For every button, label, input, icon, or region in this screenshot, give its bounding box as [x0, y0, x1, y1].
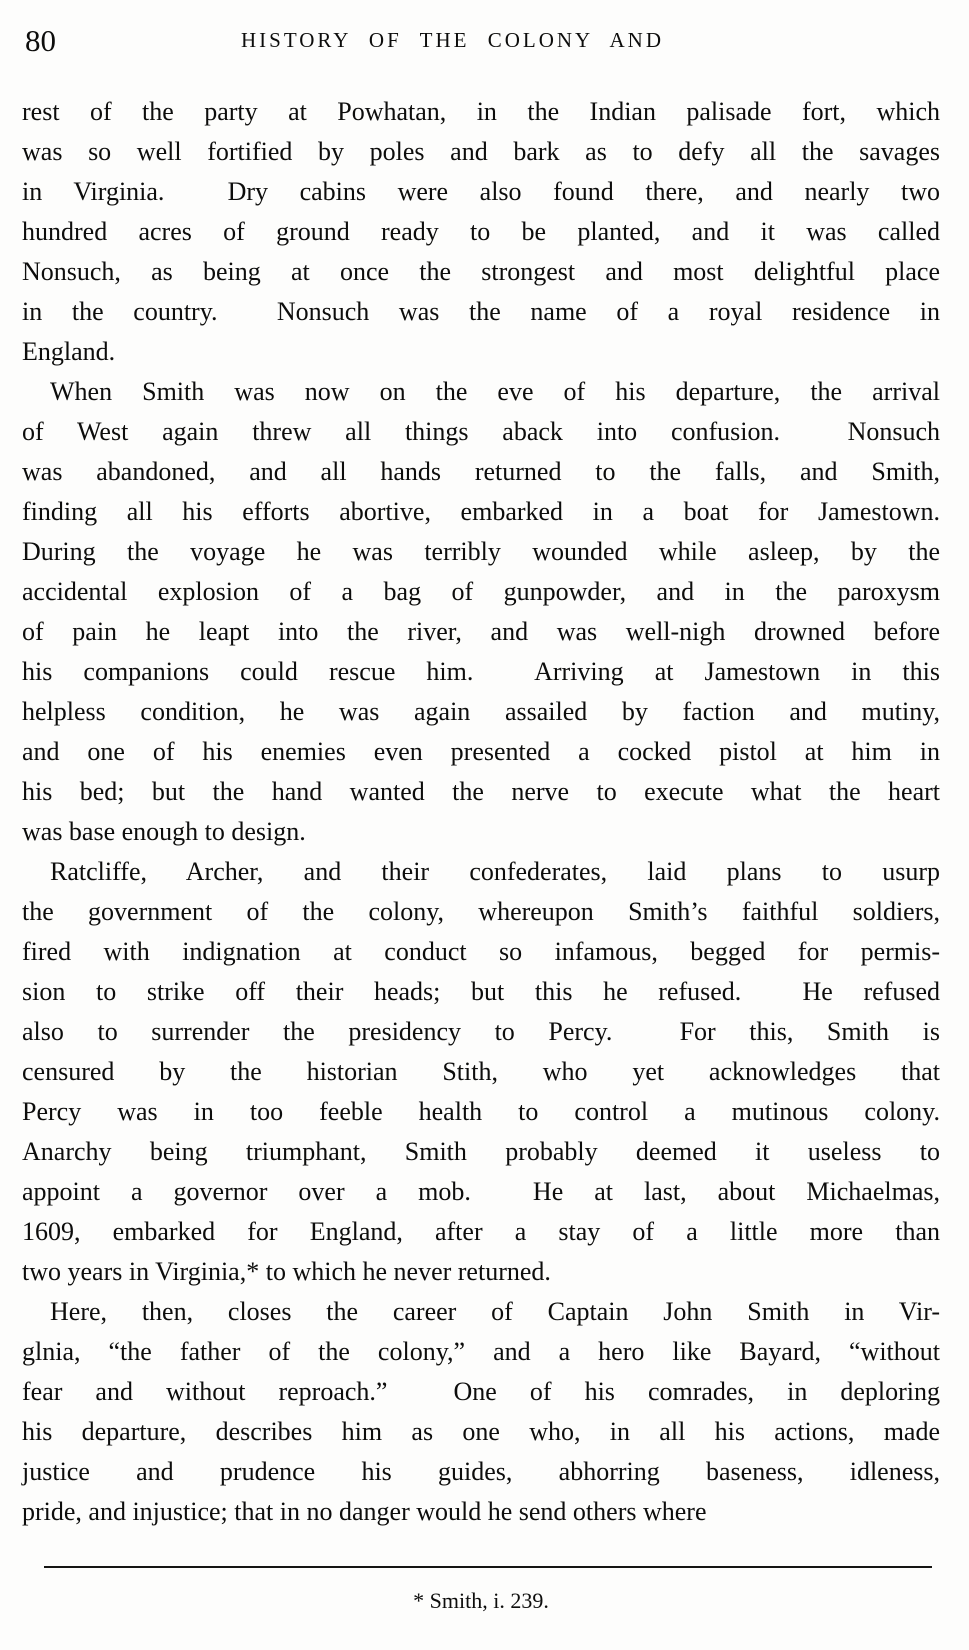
text-line: 1609, embarked for England, after a stay of a little more than	[22, 1217, 940, 1246]
text-line: Ratcliffe, Archer, and their confederates, laid plans to usurp	[50, 857, 940, 886]
text-line: When Smith was now on the eve of his departure, the arrival	[50, 377, 940, 406]
text-line: was so well fortified by poles and bark as to defy all the savages	[22, 137, 940, 166]
text-line: helpless condition, he was again assailed by faction and mutiny,	[22, 697, 940, 726]
text-line: rest of the party at Powhatan, in the Indian palisade fort, which	[22, 97, 940, 126]
text-line: the government of the colony, whereupon Smith’s faithful soldiers,	[22, 897, 940, 926]
text-line: was base enough to design.	[22, 817, 306, 846]
text-line: accidental explosion of a bag of gunpowder, and in the paroxysm	[22, 577, 940, 606]
text-line: appoint a governor over a mob. He at last, about Michaelmas,	[22, 1177, 940, 1206]
text-line: Nonsuch, as being at once the strongest and most delightful place	[22, 257, 940, 286]
text-line: glnia, “the father of the colony,” and a hero like Bayard, “without	[22, 1337, 940, 1366]
page-number: 80	[25, 23, 56, 58]
text-line: censured by the historian Stith, who yet acknowledges that	[22, 1057, 940, 1086]
text-line: two years in Virginia,* to which he never returned.	[22, 1257, 551, 1286]
running-title: HISTORY OF THE COLONY AND	[240, 28, 665, 52]
text-line: hundred acres of ground ready to be planted, and it was called	[22, 217, 940, 246]
text-line: in Virginia. Dry cabins were also found there, and nearly two	[22, 177, 940, 206]
text-line: of West again threw all things aback into confusion. Nonsuch	[22, 417, 940, 446]
text-line: pride, and injustice; that in no danger would he send others where	[22, 1497, 707, 1526]
page-body	[22, 92, 940, 1532]
footnote-divider	[44, 1566, 932, 1568]
text-line: finding all his efforts abortive, embarked in a boat for Jamestown.	[22, 497, 940, 526]
text-line: in the country. Nonsuch was the name of a royal residence in	[22, 297, 940, 326]
footnote-text: * Smith, i. 239.	[413, 1588, 549, 1613]
text-line: Percy was in too feeble health to control a mutinous colony.	[22, 1097, 940, 1126]
text-line: his departure, describes him as one who, in all his actions, made	[22, 1417, 940, 1446]
text-line: Anarchy being triumphant, Smith probably deemed it useless to	[22, 1137, 940, 1166]
text-line: was abandoned, and all hands returned to the falls, and Smith,	[22, 457, 940, 486]
text-line: justice and prudence his guides, abhorring baseness, idleness,	[22, 1457, 940, 1486]
text-line: England.	[22, 337, 116, 366]
text-line: Here, then, closes the career of Captain John Smith in Vir-	[50, 1297, 940, 1326]
text-line: sion to strike off their heads; but this he refused. He refused	[22, 977, 940, 1006]
text-line: his bed; but the hand wanted the nerve to execute what the heart	[22, 777, 940, 806]
text-line: his companions could rescue him. Arriving at Jamestown in this	[22, 657, 940, 686]
text-line: fear and without reproach.” One of his comrades, in deploring	[22, 1377, 940, 1406]
text-line: fired with indignation at conduct so infamous, begged for permis-	[22, 937, 940, 966]
text-line: of pain he leapt into the river, and was well-nigh drowned before	[22, 617, 940, 646]
text-line: also to surrender the presidency to Percy. For this, Smith is	[22, 1017, 940, 1046]
text-line: and one of his enemies even presented a cocked pistol at him in	[22, 737, 940, 766]
text-line: During the voyage he was terribly wounded while asleep, by the	[22, 537, 940, 566]
